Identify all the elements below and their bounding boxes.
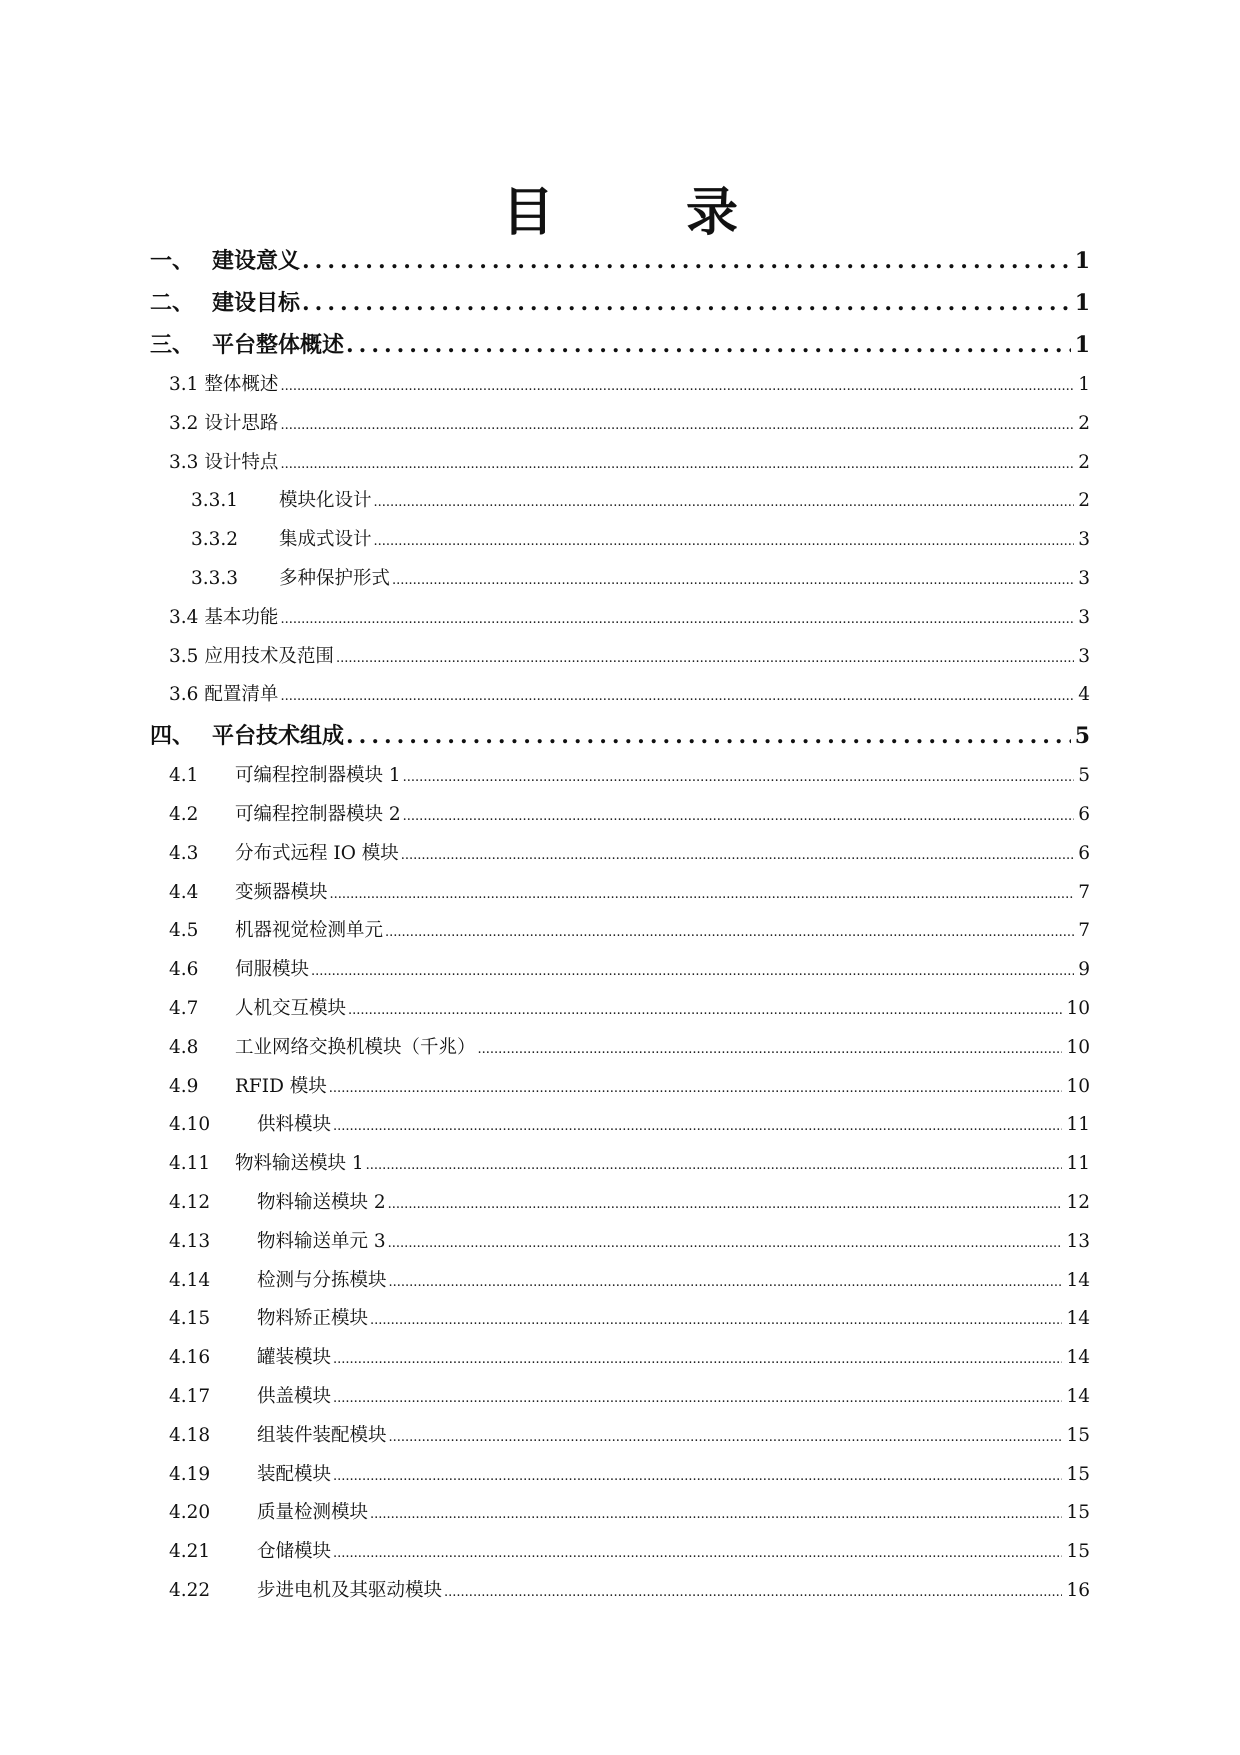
toc-entry-number: 3.1 — [169, 374, 199, 395]
toc-entry[interactable] — [150, 599, 1090, 638]
toc-entry-number: 4.11 — [169, 1153, 211, 1175]
toc-entry-title: 供料模块 — [257, 1114, 332, 1136]
toc-entry-page: 1 — [1078, 374, 1090, 395]
toc-leader-dots — [370, 1496, 1062, 1535]
toc-entry-title: 设计特点 — [204, 451, 279, 473]
toc-entry-number: 3.5 — [169, 645, 199, 667]
toc-entry-title: 仓储模块 — [257, 1541, 332, 1563]
toc-entry-title: 集成式设计 — [279, 529, 372, 551]
toc-entry[interactable] — [150, 444, 1090, 483]
toc-entry-page: 15 — [1066, 1502, 1090, 1524]
toc-entry-number: 4.2 — [169, 803, 199, 825]
toc-entry-page: 3 — [1078, 645, 1090, 667]
toc-entry[interactable] — [150, 1145, 1090, 1184]
toc-entry-number: 3.6 — [169, 684, 199, 706]
toc-entry-title: 整体概述 — [204, 374, 279, 395]
toc-entry-page: 14 — [1066, 1385, 1090, 1407]
toc-leader-dots — [444, 1574, 1062, 1613]
toc-entry-page: 13 — [1066, 1230, 1090, 1252]
toc-leader-dots — [329, 1070, 1063, 1109]
toc-leader-dots — [392, 562, 1074, 601]
toc-entry-title: 质量检测模块 — [257, 1502, 369, 1524]
toc-entry-page: 10 — [1066, 997, 1090, 1019]
toc-leader-dots — [388, 1225, 1063, 1264]
toc-entry-title: 多种保护形式 — [279, 567, 391, 589]
toc-entry[interactable] — [150, 521, 1090, 560]
toc-entry-page: 2 — [1078, 451, 1090, 473]
toc-entry-number: 4.9 — [169, 1075, 199, 1097]
toc-entry[interactable] — [150, 874, 1090, 913]
toc-entry-number: 4.8 — [169, 1036, 199, 1058]
toc-entry[interactable] — [150, 1378, 1090, 1417]
toc-entry-number: 4.10 — [169, 1114, 211, 1136]
toc-leader-dots — [333, 1535, 1062, 1574]
toc-entry-page: 5 — [1078, 765, 1090, 787]
toc-entry-page: 16 — [1066, 1579, 1090, 1601]
toc-entry[interactable] — [150, 366, 1090, 405]
toc-entry-title: 变频器模块 — [235, 881, 328, 903]
toc-entry-title: 设计思路 — [204, 412, 279, 434]
toc-entry[interactable] — [150, 1262, 1090, 1301]
toc-entry-page: 10 — [1066, 1075, 1090, 1097]
toc-entry-number: 一、 — [150, 248, 195, 274]
toc-entry-page: 15 — [1066, 1424, 1090, 1446]
toc-entry[interactable] — [150, 1300, 1090, 1339]
toc-leader-dots — [403, 798, 1075, 837]
toc-leader-dots — [346, 715, 1071, 757]
toc-entry[interactable] — [150, 951, 1090, 990]
toc-entry-number: 4.14 — [169, 1269, 211, 1291]
toc-entry[interactable] — [150, 482, 1090, 521]
toc-entry-number: 四、 — [150, 723, 195, 750]
toc-entry-number: 4.6 — [169, 959, 199, 981]
toc-entry-page: 12 — [1066, 1191, 1090, 1213]
toc-leader-dots — [280, 601, 1074, 640]
toc-entry-page: 11 — [1066, 1153, 1090, 1175]
toc-entry[interactable] — [150, 1417, 1090, 1456]
toc-leader-dots — [333, 1341, 1062, 1380]
toc-entry[interactable] — [150, 990, 1090, 1029]
toc-entry-title: 伺服模块 — [235, 959, 310, 981]
toc-leader-dots — [389, 1419, 1063, 1458]
toc-entry-page: 6 — [1078, 842, 1090, 864]
toc-entry[interactable] — [150, 1184, 1090, 1223]
toc-entry-title: 物料矫正模块 — [257, 1308, 369, 1330]
toc-entry-title: 模块化设计 — [279, 490, 372, 512]
toc-entry[interactable] — [150, 1456, 1090, 1495]
toc-entry-page: 14 — [1066, 1269, 1090, 1291]
toc-entry-title: 物料输送单元 3 — [257, 1230, 386, 1252]
toc-leader-dots — [330, 876, 1075, 915]
toc-entry-page: 10 — [1066, 1036, 1090, 1058]
toc-entry[interactable] — [150, 1068, 1090, 1107]
toc-leader-dots — [388, 1186, 1063, 1225]
toc-entry-number: 4.20 — [169, 1502, 211, 1524]
toc-leader-dots — [374, 523, 1075, 562]
toc-leader-dots — [302, 282, 1071, 324]
toc-entry-number: 3.4 — [169, 606, 199, 628]
toc-leader-dots — [389, 1264, 1063, 1303]
toc-leader-dots — [280, 368, 1074, 407]
toc-leader-dots — [478, 1031, 1063, 1070]
toc-entry-number: 4.4 — [169, 881, 199, 903]
toc-entry-page: 2 — [1078, 412, 1090, 434]
toc-leader-dots — [311, 953, 1074, 992]
toc-leader-dots — [403, 759, 1075, 798]
toc-entry[interactable] — [150, 796, 1090, 835]
toc-entry-number: 4.21 — [169, 1541, 211, 1563]
toc-entry-title: 物料输送模块 1 — [235, 1153, 364, 1175]
toc-entry-title: 平台整体概述 — [212, 332, 345, 358]
toc-entry-page: 7 — [1078, 881, 1090, 903]
toc-entry-number: 4.22 — [169, 1579, 211, 1601]
toc-entry[interactable] — [150, 560, 1090, 599]
toc-leader-dots — [374, 484, 1075, 523]
toc-entry-page: 9 — [1078, 959, 1090, 981]
toc-entry-number: 4.16 — [169, 1347, 211, 1369]
toc-entry-title: 组装件装配模块 — [257, 1424, 387, 1446]
toc-leader-dots — [346, 324, 1071, 366]
toc-entry-page: 3 — [1078, 606, 1090, 628]
toc-entry-number: 4.15 — [169, 1308, 211, 1330]
toc-entry[interactable] — [150, 1339, 1090, 1378]
toc-entry-page: 14 — [1066, 1347, 1090, 1369]
toc-leader-dots — [333, 1108, 1062, 1147]
toc-entry-number: 4.1 — [169, 765, 199, 787]
toc-entry-number: 4.3 — [169, 842, 199, 864]
toc-entry-page: 15 — [1066, 1541, 1090, 1563]
toc-entry[interactable] — [150, 1223, 1090, 1262]
toc-entry-number: 3.3.1 — [191, 490, 239, 512]
table-of-contents — [150, 240, 1090, 1611]
toc-leader-dots — [366, 1147, 1063, 1186]
toc-leader-dots — [348, 992, 1062, 1031]
toc-entry-number: 3.3.2 — [191, 529, 239, 551]
toc-entry-title: 应用技术及范围 — [204, 645, 334, 667]
toc-entry-title: 可编程控制器模块 1 — [235, 765, 401, 787]
toc-entry-title: 基本功能 — [204, 606, 279, 628]
page-title: 目 录 — [501, 182, 778, 243]
toc-entry-number: 三、 — [150, 332, 195, 358]
toc-entry-page: 15 — [1066, 1463, 1090, 1485]
toc-entry[interactable] — [150, 835, 1090, 874]
toc-entry-number: 4.18 — [169, 1424, 211, 1446]
toc-entry-number: 二、 — [150, 290, 195, 316]
toc-entry-title: 分布式远程 IO 模块 — [235, 842, 399, 864]
toc-entry[interactable] — [150, 1494, 1090, 1533]
toc-entry-title: 步进电机及其驱动模块 — [257, 1579, 443, 1601]
toc-entry-number: 4.5 — [169, 920, 199, 942]
toc-entry-number: 4.13 — [169, 1230, 211, 1252]
toc-entry[interactable] — [150, 1533, 1090, 1572]
toc-entry-title: 人机交互模块 — [235, 997, 347, 1019]
toc-entry[interactable] — [150, 676, 1090, 715]
toc-entry[interactable] — [150, 405, 1090, 444]
toc-entry-page: 7 — [1078, 920, 1090, 942]
toc-entry-page: 3 — [1078, 529, 1090, 551]
toc-leader-dots — [401, 837, 1074, 876]
toc-entry-page: 11 — [1066, 1114, 1090, 1136]
toc-entry-title: 供盖模块 — [257, 1385, 332, 1407]
toc-entry-title: 装配模块 — [257, 1463, 332, 1485]
toc-entry-title: 检测与分拣模块 — [257, 1269, 387, 1291]
toc-entry-number: 3.2 — [169, 412, 199, 434]
toc-entry[interactable] — [150, 282, 1090, 324]
toc-entry-title: 工业网络交换机模块（千兆） — [235, 1036, 476, 1058]
toc-entry-number: 4.7 — [169, 997, 199, 1019]
toc-entry-page: 3 — [1078, 567, 1090, 589]
toc-entry[interactable] — [150, 1106, 1090, 1145]
toc-entry[interactable] — [150, 912, 1090, 951]
toc-entry-title: RFID 模块 — [235, 1075, 327, 1097]
toc-entry-title: 建设意义 — [212, 248, 301, 274]
toc-leader-dots — [336, 640, 1074, 679]
toc-entry-number: 3.3.3 — [191, 567, 239, 589]
toc-entry[interactable] — [150, 638, 1090, 677]
toc-entry-number: 4.12 — [169, 1191, 211, 1213]
toc-entry-number: 4.19 — [169, 1463, 211, 1485]
toc-entry-page: 1 — [1074, 332, 1090, 358]
toc-entry[interactable] — [150, 1029, 1090, 1068]
toc-entry-title: 建设目标 — [212, 290, 301, 316]
toc-entry-page: 6 — [1078, 803, 1090, 825]
toc-entry-page: 14 — [1066, 1308, 1090, 1330]
toc-leader-dots — [370, 1302, 1062, 1341]
toc-leader-dots — [280, 407, 1074, 446]
toc-entry-title: 平台技术组成 — [212, 723, 345, 750]
toc-entry-page: 1 — [1074, 290, 1090, 316]
toc-entry-page: 2 — [1078, 490, 1090, 512]
toc-entry[interactable] — [150, 715, 1090, 757]
toc-entry-page: 4 — [1078, 684, 1090, 706]
toc-entry-page: 5 — [1074, 723, 1090, 750]
toc-entry[interactable] — [150, 240, 1090, 282]
toc-leader-dots — [280, 446, 1074, 485]
toc-entry-title: 配置清单 — [204, 684, 279, 706]
toc-entry-title: 可编程控制器模块 2 — [235, 803, 401, 825]
toc-entry-title: 物料输送模块 2 — [257, 1191, 386, 1213]
toc-entry-number: 3.3 — [169, 451, 199, 473]
toc-entry-title: 罐装模块 — [257, 1347, 332, 1369]
toc-leader-dots — [280, 678, 1074, 717]
toc-leader-dots — [385, 914, 1074, 953]
toc-entry[interactable] — [150, 1572, 1090, 1611]
toc-leader-dots — [302, 240, 1071, 282]
toc-entry[interactable] — [150, 757, 1090, 796]
toc-entry-page: 1 — [1074, 248, 1090, 274]
toc-leader-dots — [333, 1380, 1062, 1419]
toc-entry[interactable] — [150, 324, 1090, 366]
toc-entry-number: 4.17 — [169, 1385, 211, 1407]
toc-leader-dots — [333, 1458, 1062, 1497]
toc-entry-title: 机器视觉检测单元 — [235, 920, 384, 942]
